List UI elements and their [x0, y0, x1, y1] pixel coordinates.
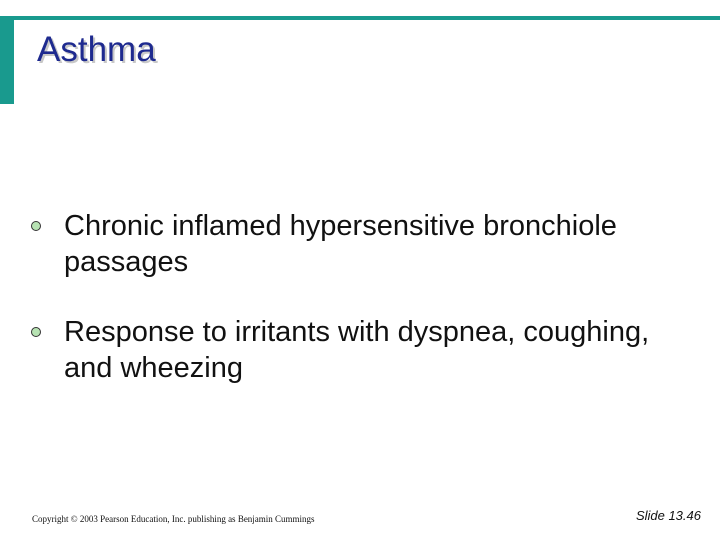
bullet-dot-icon	[31, 327, 41, 337]
copyright-notice: Copyright © 2003 Pearson Education, Inc. publishing as Benjamin Cummings	[32, 514, 315, 524]
bullet-text: Response to irritants with dyspnea, coughing, and wheezing	[64, 316, 650, 384]
accent-bar-vertical	[0, 16, 14, 104]
slide-title: Asthma	[37, 30, 156, 69]
bullet-dot-icon	[31, 221, 41, 231]
bullet-text: Chronic inflamed hypersensitive bronchiole passages	[64, 210, 617, 278]
bullet-item	[30, 314, 690, 386]
bullet-item	[30, 208, 690, 280]
bullet-list	[30, 208, 690, 420]
accent-bar-horizontal	[14, 16, 720, 20]
slide-number: Slide 13.46	[635, 508, 701, 523]
